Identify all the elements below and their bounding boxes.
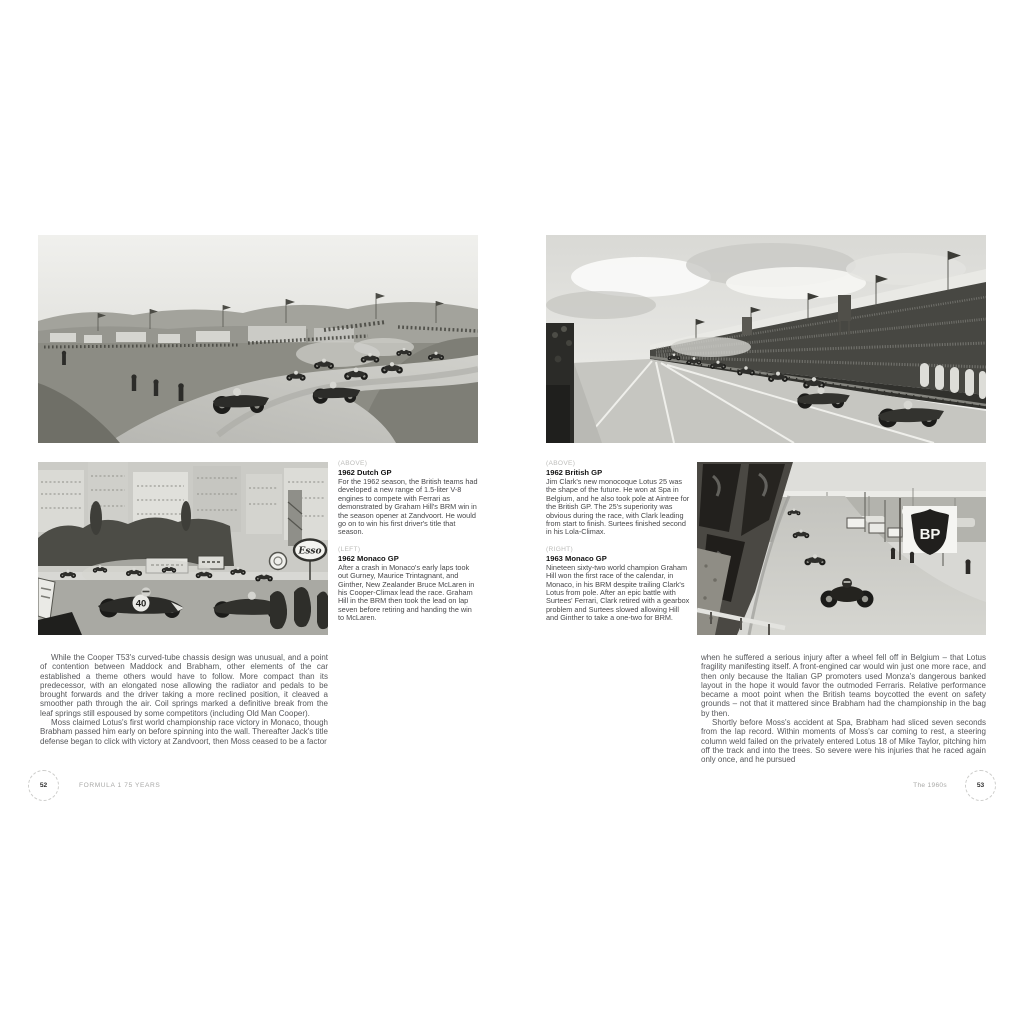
caption-1962-dutch-gp: [338, 460, 479, 537]
paragraph: Shortly before Moss's accident at Spa, Brabham had sliced seven seconds from the lap record. Within moments of Moss's car coming to rest, a steering column weld failed on the privately entered Lotus 18 of Mike Taylor, pitching him off the track and into the trees. So severe were his injuries that he raced again only once, and he pursued: [701, 718, 986, 765]
captions-left-page: [338, 460, 479, 632]
caption-title: 1962 Monaco GP: [338, 553, 399, 563]
car-number-text: 40: [135, 598, 147, 610]
photo-1963-monaco-gp: [697, 462, 986, 635]
caption-body: For the 1962 season, the British teams had developed a new range of 1.5-liter V-8 engines to compete with Ferrari as demonstrated by Graham Hill's BRM win in the season opener at Zandvoort. He would go on to win his first driver's title that season.: [338, 477, 478, 537]
paragraph: when he suffered a serious injury after a wheel fell off in Belgium – that Lotus fragility manifesting itself. A front-engined car would win just one more race, and then only because the Italian GP promoters used Monza's dangerous banked layout in the hope it would favor the outmoded Ferraris. Relative performance became a moot point when the British teams boycotted the event on safety grounds – not that it mattered since Brabham had the championship in the bag by then.: [701, 653, 986, 718]
scaffold-structure: [288, 490, 302, 546]
paragraph: While the Cooper T53's curved-tube chassis design was unusual, and a point of contention between Maddock and Brabham, other elements of the car established a theme others would have to follow. More compact than its predecessor, with an elongated nose allowing the radiator and pedals to be brought forwards and the driver taking a more reclined position, it cleaved a smoother path through the air. Coil springs marked a definitive break from the leaf springs still espoused by some competitors (including Old Man Cooper).: [40, 653, 328, 718]
body-text-right-page: [701, 653, 986, 765]
caption-1962-monaco-gp: [338, 546, 479, 623]
body-text-left-page: [40, 653, 328, 746]
caption-title: 1962 Dutch GP: [338, 468, 392, 477]
footer-chapter-title: The 1960s: [913, 782, 947, 789]
caption-1962-british-gp: [546, 460, 691, 537]
caption-body: Nineteen sixty-two world champion Graham Hill won the first race of the calendar, in Monaco, in his BRM despite trailing Clark's Lotus from pole. After an epic battle with Surtees' Ferrari, Clark retired with a gearbox problem and Surtees slowed allowing Hill and Ginther to take a one-two for BRM.: [546, 562, 690, 623]
page-number-right: 53: [965, 770, 996, 801]
paragraph: Moss claimed Lotus's first world championship race victory in Monaco, though Brabham passed him early on before spinning into the wall. Thereafter Jack's title defense began to click with victory at Zandvoort, then Moss ceased to be a factor: [40, 718, 328, 746]
caption-title: 1963 Monaco GP: [546, 553, 607, 563]
photo-1962-dutch-gp-zandvoort: [38, 235, 478, 443]
caption-tag: (RIGHT): [546, 545, 574, 553]
caption-body: Jim Clark's new monocoque Lotus 25 was the shape of the future. He won at Spa in Belgium, and he also took pole at Aintree for the British GP. The 25's superiority was obvious during the race, with Clark leading from start to finish. Surtees finished second in his Lola-Climax.: [546, 477, 690, 537]
photo-1962-monaco-gp: [38, 462, 328, 635]
caption-tag: (ABOVE): [338, 460, 368, 467]
cypress-tree: [90, 501, 102, 535]
esso-sign-text: Esso: [298, 546, 322, 557]
caption-1963-monaco-gp: [546, 546, 691, 623]
caption-tag: (ABOVE): [546, 460, 576, 467]
bp-sign-text: BP: [919, 526, 941, 543]
captions-right-page: [546, 460, 691, 632]
roundel-sign: [270, 553, 287, 570]
start-smoke: [671, 337, 751, 357]
bp-sign: [900, 498, 957, 560]
footer-book-title: FORMULA 1 75 YEARS: [79, 782, 161, 789]
caption-tag: (LEFT): [338, 545, 361, 553]
page-number-left: 52: [28, 770, 59, 801]
caption-body: After a crash in Monaco's early laps took out Gurney, Maurice Trintagnant, and Ginther, New Zealander Bruce McLaren in his Cooper-Climax lead the race. Graham Hill in the BRM then took the lead on lap seven before retiring and handing the win to McLaren.: [338, 562, 475, 623]
photo-1962-british-gp-aintree: [546, 235, 986, 443]
caption-title: 1962 British GP: [546, 468, 603, 477]
